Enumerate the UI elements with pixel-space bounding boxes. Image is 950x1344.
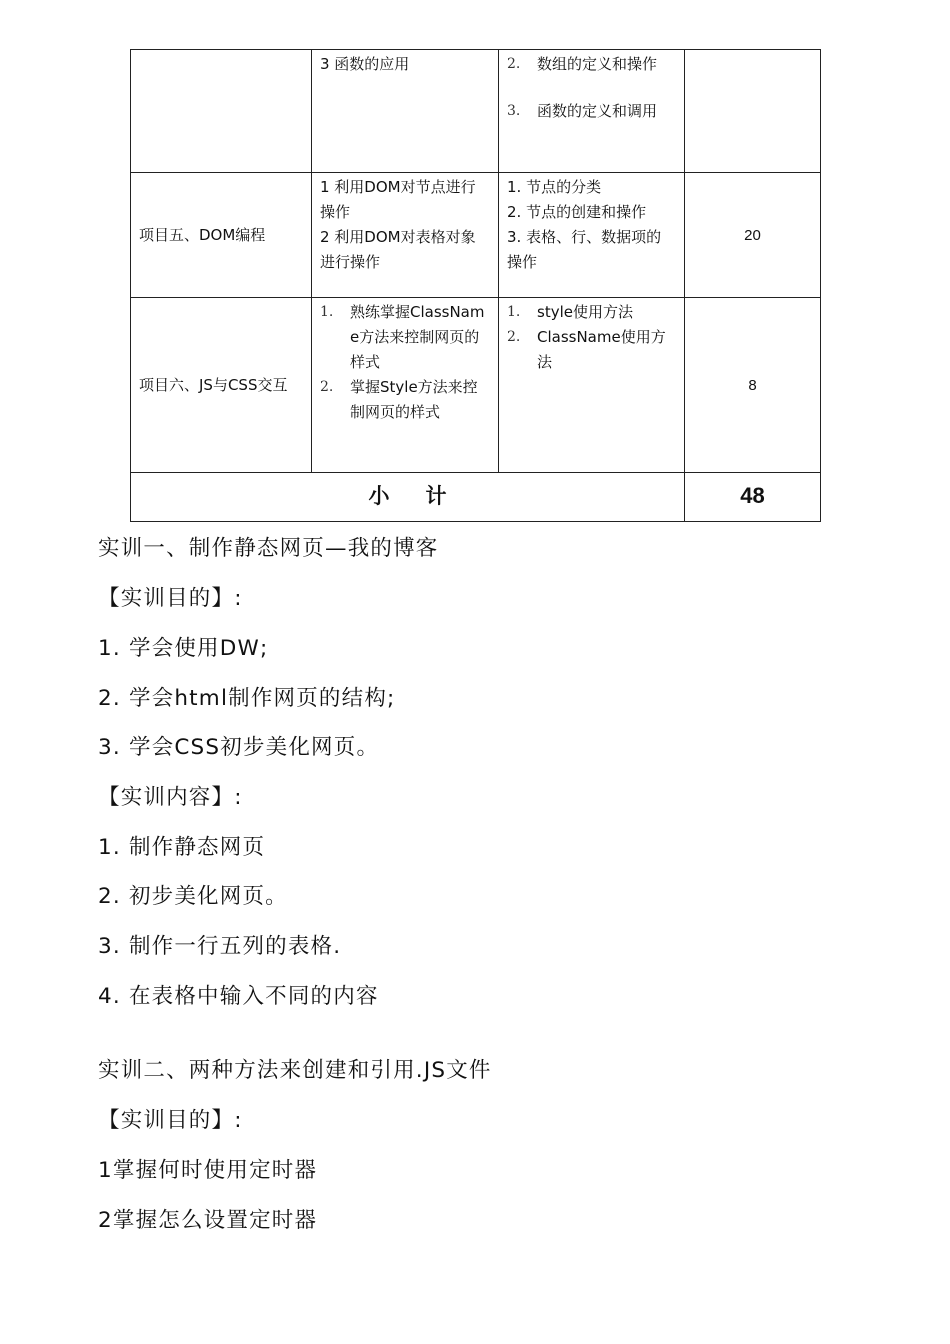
training1-content: 3. 制作一行五列的表格. [98, 934, 342, 959]
training1-goal: 2. 学会html制作网页的结构; [98, 686, 396, 711]
task-line: 2 利用DOM对表格对象进行操作 [320, 228, 476, 271]
total-value-cell [685, 473, 821, 522]
knowledge-line: 2. 节点的创建和操作 [507, 203, 647, 221]
training1-goal: 1. 学会使用DW; [98, 636, 269, 661]
project-cell [131, 298, 312, 473]
total-label: 小计 [368, 483, 483, 508]
total-row [131, 473, 821, 522]
project-cell [131, 50, 312, 173]
hours-cell [685, 298, 821, 473]
hours-value: 8 [748, 376, 757, 394]
training1-content: 1. 制作静态网页 [98, 835, 266, 860]
training2-goal-heading: 【实训目的】: [98, 1108, 243, 1133]
tasks-cell [312, 50, 499, 173]
syllabus-table [130, 49, 821, 522]
table-row [131, 50, 821, 173]
hours-cell [685, 173, 821, 298]
training1-title: 实训一、制作静态网页—我的博客 [98, 536, 439, 561]
knowledge-cell [499, 50, 685, 173]
knowledge-cell [499, 298, 685, 473]
list-item: 2. 掌握Style方法来控制网页的样式 [320, 378, 478, 421]
hours-cell [685, 50, 821, 173]
list-item: 2. ClassName使用方法 [507, 328, 666, 371]
training2-goal: 2掌握怎么设置定时器 [98, 1208, 318, 1233]
training1-goal: 3. 学会CSS初步美化网页。 [98, 735, 380, 760]
training2-title: 实训二、两种方法来创建和引用.JS文件 [98, 1058, 492, 1083]
table-row [131, 173, 821, 298]
project-name: 项目五、DOM编程 [139, 225, 266, 244]
project-cell [131, 173, 312, 298]
table-row [131, 298, 821, 473]
list-item: 3. 函数的定义和调用 [507, 102, 658, 120]
knowledge-line: 3. 表格、行、数据项的操作 [507, 228, 662, 271]
training1-content: 4. 在表格中输入不同的内容 [98, 984, 379, 1009]
hours-value: 20 [744, 226, 761, 244]
training1-content-heading: 【实训内容】: [98, 785, 243, 810]
training1-goal-heading: 【实训目的】: [98, 586, 243, 611]
total-label-cell [131, 473, 685, 522]
tasks-cell [312, 173, 499, 298]
training1-content: 2. 初步美化网页。 [98, 884, 288, 909]
list-item: 1. style使用方法 [507, 303, 633, 321]
knowledge-cell [499, 173, 685, 298]
training2-goal: 1掌握何时使用定时器 [98, 1158, 318, 1183]
tasks-cell [312, 298, 499, 473]
list-item: 1. 熟练掌握ClassName方法来控制网页的样式 [320, 303, 485, 371]
task-line: 3 函数的应用 [320, 55, 410, 73]
total-value: 48 [740, 483, 765, 508]
task-line: 1 利用DOM对节点进行操作 [320, 178, 476, 221]
project-name: 项目六、JS与CSS交互 [139, 375, 288, 394]
knowledge-line: 1. 节点的分类 [507, 178, 602, 196]
list-item: 2. 数组的定义和操作 [507, 55, 658, 73]
